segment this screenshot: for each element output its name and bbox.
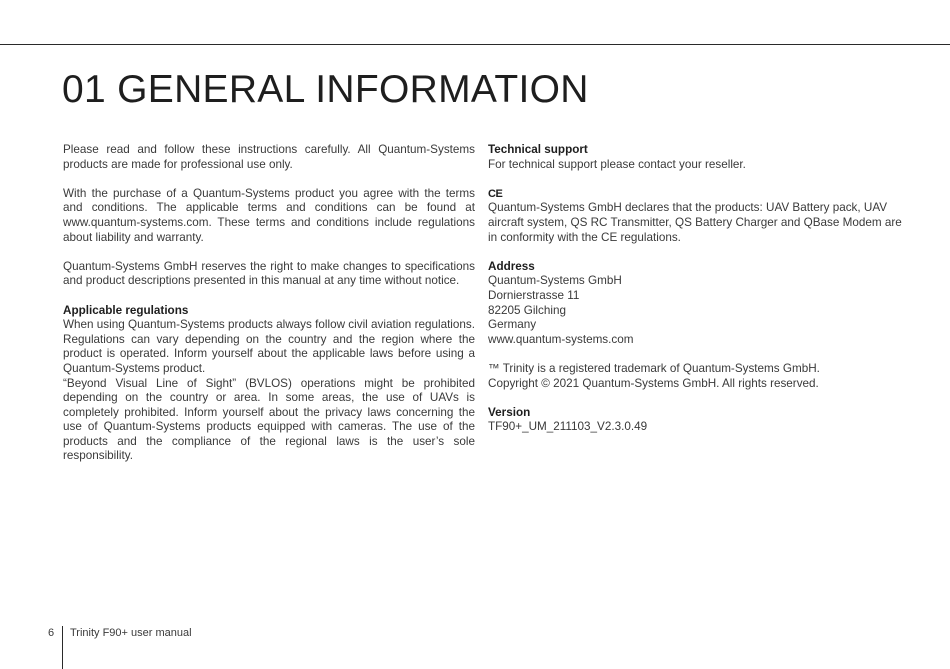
address-heading: Address: [488, 259, 535, 273]
regulations-paragraph-2: “Beyond Visual Line of Sight” (BVLOS) operations might be prohibited depending on the country or area. In some areas, the use of UAVs is completely prohibited. Inform yourself about the privacy laws concerning the use of Quantum-Systems products equipped with cameras. The use of the products and the compliance of the regional laws is the user’s sole responsibility.: [63, 376, 475, 463]
page-number: 6: [48, 627, 55, 639]
manual-title: Trinity F90+ user manual: [70, 627, 192, 639]
page-title: 01 GENERAL INFORMATION: [62, 68, 589, 111]
regulations-paragraph-1: When using Quantum-Systems products always follow civil aviation regulations. Regulations can vary depending on the country and the region where the product is operated. Inform yourself about the applicable laws before using a Quantum-Systems product.: [63, 318, 475, 375]
regulations-heading: Applicable regulations: [63, 303, 189, 317]
version-text: TF90+_UM_211103_V2.3.0.49: [488, 420, 648, 434]
address-street: Dornierstrasse 11: [488, 288, 580, 302]
copyright-notice: Copyright © 2021 Quantum-Systems GmbH. All rights reserved.: [488, 376, 819, 390]
footer-divider: [62, 626, 63, 669]
address-website: www.quantum-systems.com: [488, 332, 634, 346]
ce-mark-icon: CE: [488, 187, 503, 200]
version-heading: Version: [488, 405, 531, 419]
support-text: For technical support please contact your reseller.: [488, 157, 746, 171]
support-heading: Technical support: [488, 143, 588, 156]
terms-paragraph: With the purchase of a Quantum-Systems product you agree with the terms and conditions. The applicable terms and conditions can be found at www.quantum-systems.com. These terms and conditions include regulations about liability and warranty.: [63, 186, 475, 244]
right-column: [488, 143, 902, 435]
intro-paragraph: Please read and follow these instructions carefully. All Quantum-Systems products are made for professional use only.: [63, 143, 475, 171]
ce-declaration: Quantum-Systems GmbH declares that the products: UAV Battery pack, UAV aircraft system, QS RC Transmitter, QS Battery Charger and QBase Modem are in conformity with the CE regulations.: [488, 201, 902, 244]
trademark-notice: ™ Trinity is a registered trademark of Quantum-Systems GmbH.: [488, 361, 820, 375]
address-city: 82205 Gilching: [488, 303, 566, 317]
address-company: Quantum-Systems GmbH: [488, 274, 622, 288]
changes-paragraph: Quantum-Systems GmbH reserves the right to make changes to specifications and product descriptions presented in this manual at any time without notice.: [63, 259, 475, 288]
left-column: [63, 143, 475, 464]
address-country: Germany: [488, 318, 537, 332]
header-rule: [0, 44, 950, 45]
